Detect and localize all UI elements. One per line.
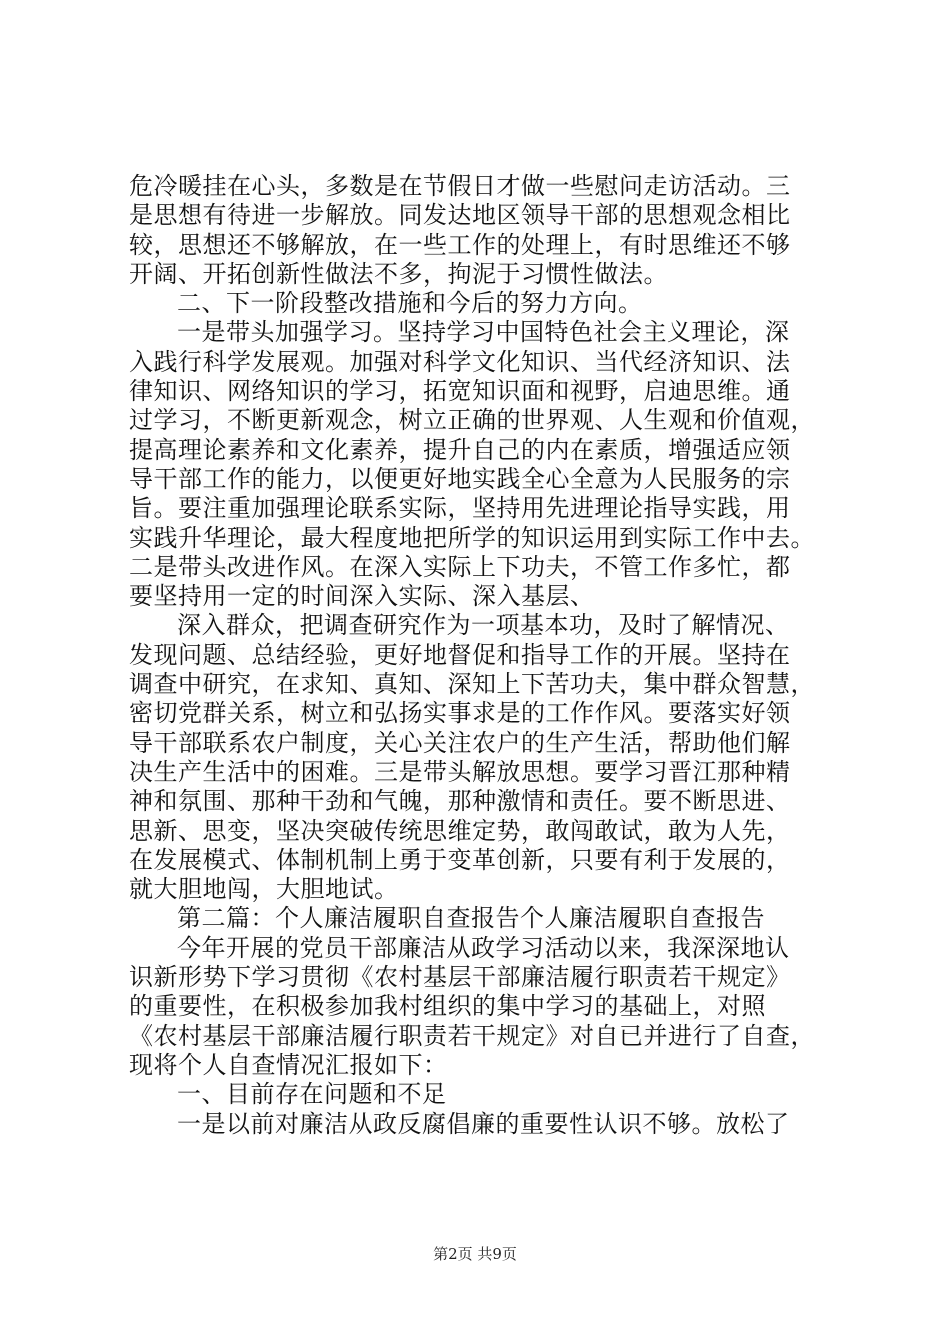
- page-footer: 第2页 共9页: [433, 1245, 517, 1263]
- text-line: 现将个人自查情况汇报如下：: [129, 1050, 448, 1079]
- text-line: 较，思想还不够解放，在一些工作的处理上，有时思维还不够: [129, 230, 791, 259]
- text-line: 二是带头改进作风。在深入实际上下功夫，不管工作多忙，都: [129, 552, 791, 581]
- text-line: 是思想有待进一步解放。同发达地区领导干部的思想观念相比: [129, 201, 791, 230]
- text-line: 开阔、开拓创新性做法不多，拘泥于习惯性做法。: [129, 259, 668, 288]
- text-line: 一、目前存在问题和不足: [177, 1080, 447, 1109]
- text-line: 第二篇：个人廉洁履职自查报告个人廉洁履职自查报告: [177, 904, 765, 933]
- text-line: 要坚持用一定的时间深入实际、深入基层、: [129, 582, 595, 611]
- text-line: 深入群众，把调查研究作为一项基本功，及时了解情况、: [177, 611, 790, 640]
- text-line: 《农村基层干部廉洁履行职责若干规定》对自已并进行了自查，: [129, 1021, 815, 1050]
- text-line: 今年开展的党员干部廉洁从政学习活动以来，我深深地认: [177, 933, 790, 962]
- text-line: 调查中研究，在求知、真知、深知上下苦功夫，集中群众智慧，: [129, 670, 815, 699]
- text-line: 识新形势下学习贯彻《农村基层干部廉洁履行职责若干规定》: [129, 963, 791, 992]
- text-line: 密切党群关系，树立和弘扬实事求是的工作作风。要落实好领: [129, 699, 791, 728]
- text-line: 提高理论素养和文化素养，提升自己的内在素质，增强适应领: [129, 435, 791, 464]
- text-line: 实践升华理论，最大程度地把所学的知识运用到实际工作中去。: [129, 523, 815, 552]
- text-line: 律知识、网络知识的学习，拓宽知识面和视野，启迪思维。通: [129, 377, 791, 406]
- text-line: 发现问题、总结经验，更好地督促和指导工作的开展。坚持在: [129, 640, 791, 669]
- text-line: 决生产生活中的困难。三是带头解放思想。要学习晋江那种精: [129, 757, 791, 786]
- text-line: 在发展模式、体制机制上勇于变革创新，只要有利于发展的，: [129, 845, 791, 874]
- document-body: [129, 172, 849, 1139]
- text-line: 二、下一阶段整改措施和今后的努力方向。: [177, 289, 643, 318]
- text-line: 危冷暖挂在心头，多数是在节假日才做一些慰问走访活动。三: [129, 172, 791, 200]
- text-line: 导干部工作的能力，以便更好地实践全心全意为人民服务的宗: [129, 464, 791, 493]
- text-line: 导干部联系农户制度，关心关注农户的生产生活，帮助他们解: [129, 728, 791, 757]
- text-line: 一是带头加强学习。坚持学习中国特色社会主义理论，深: [177, 318, 790, 347]
- text-line: 旨。要注重加强理论联系实际，坚持用先进理论指导实践，用: [129, 494, 791, 523]
- text-line: 入践行科学发展观。加强对科学文化知识、当代经济知识、法: [129, 347, 791, 376]
- text-line: 就大胆地闯，大胆地试。: [129, 875, 399, 904]
- text-line: 过学习，不断更新观念，树立正确的世界观、人生观和价值观，: [129, 406, 815, 435]
- text-line: 神和氛围、那种干劲和气魄，那种激情和责任。要不断思进、: [129, 787, 791, 816]
- text-line: 思新、思变，坚决突破传统思维定势，敢闯敢试，敢为人先，: [129, 816, 791, 845]
- text-line: 一是以前对廉洁从政反腐倡廉的重要性认识不够。放松了: [177, 1109, 790, 1138]
- text-line: 的重要性，在积极参加我村组织的集中学习的基础上，对照: [129, 992, 766, 1021]
